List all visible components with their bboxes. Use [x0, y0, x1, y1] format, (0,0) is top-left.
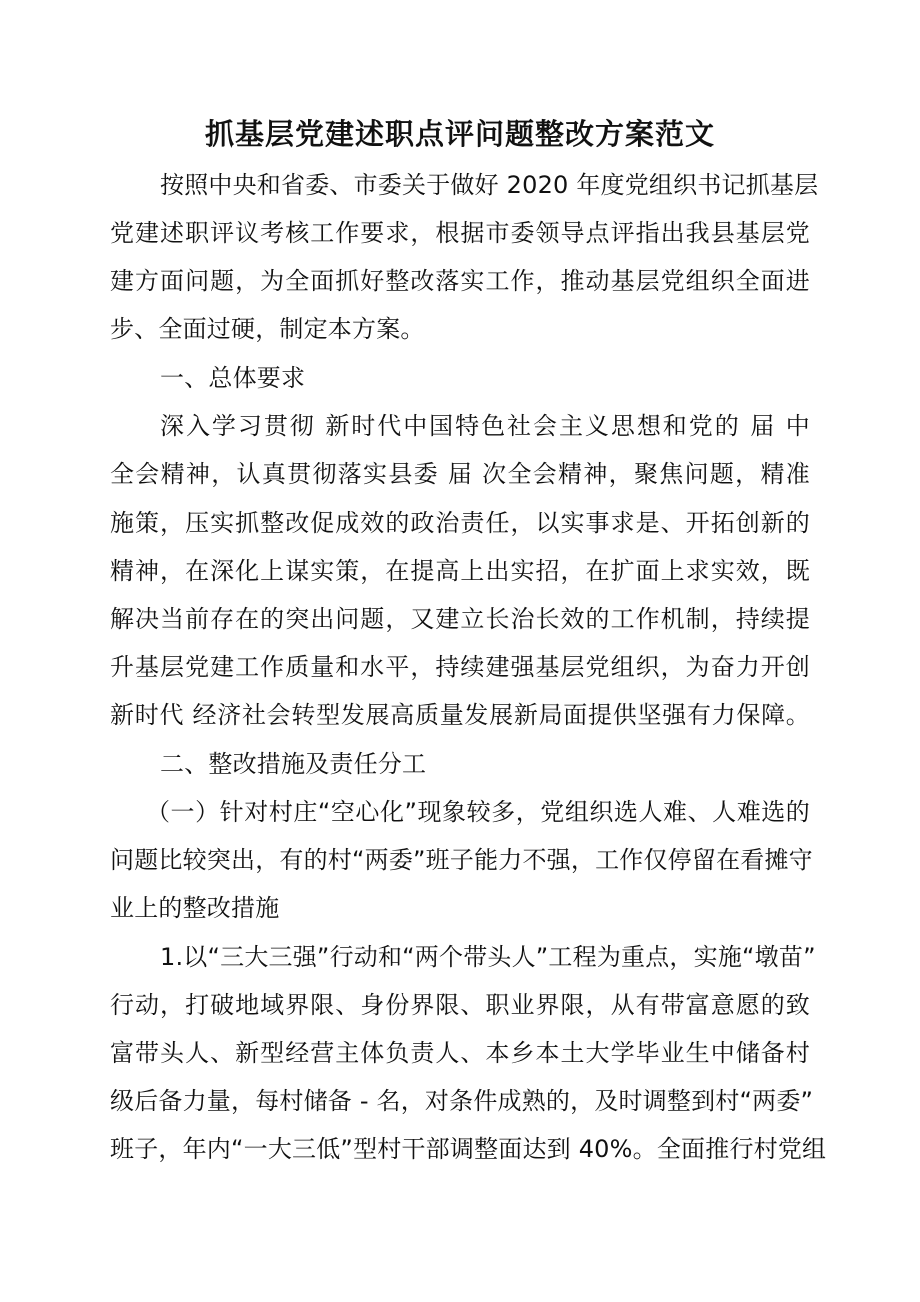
paragraph-line: 党建述职评议考核工作要求，根据市委领导点评指出我县基层党 — [110, 219, 810, 247]
paragraph-line: 解决当前存在的突出问题，又建立长治长效的工作机制，持续提 — [110, 605, 810, 633]
paragraph-line: 步、全面过硬，制定本方案。 — [110, 315, 425, 343]
paragraph-line: 富带头人、新型经营主体负责人、本乡本土大学毕业生中储备村 — [110, 1039, 810, 1067]
paragraph-line: 精神，在深化上谋实策，在提高上出实招，在扩面上求实效，既 — [110, 557, 810, 585]
section-heading: 一、总体要求 — [160, 364, 306, 392]
paragraph-line: 升基层党建工作质量和水平，持续建强基层党组织，为奋力开创 — [110, 653, 810, 681]
paragraph-line: 深入学习贯彻 新时代中国特色社会主义思想和党的 届 中 — [160, 412, 810, 440]
paragraph-line: 新时代 经济社会转型发展高质量发展新局面提供坚强有力保障。 — [110, 701, 810, 729]
paragraph-line: 按照中央和省委、市委关于做好 2020 年度党组织书记抓基层 — [160, 171, 819, 199]
subsection-line: 问题比较突出，有的村“两委”班子能力不强，工作仅停留在看摊守 — [110, 846, 813, 874]
paragraph-line: 全会精神，认真贯彻落实县委 届 次全会精神，聚焦问题，精准 — [110, 460, 810, 488]
document-title: 抓基层党建述职点评问题整改方案范文 — [204, 117, 715, 151]
paragraph-line: 建方面问题，为全面抓好整改落实工作，推动基层党组织全面进 — [110, 267, 810, 295]
section-heading: 二、整改措施及责任分工 — [160, 750, 427, 778]
subsection-line: （一）针对村庄“空心化”现象较多，党组织选人难、人难选的 — [146, 798, 810, 826]
subsection-line: 业上的整改措施 — [110, 894, 280, 922]
paragraph-line: 级后备力量，每村储备 - 名，对条件成熟的，及时调整到村“两委” — [110, 1087, 814, 1115]
paragraph-line: 1.以“三大三强”行动和“两个带头人”工程为重点，实施“墩苗” — [160, 943, 816, 971]
paragraph-line: 行动，打破地域界限、身份界限、职业界限，从有带富意愿的致 — [110, 991, 810, 1019]
paragraph-line: 施策，压实抓整改促成效的政治责任，以实事求是、开拓创新的 — [110, 509, 810, 537]
paragraph-line: 班子，年内“一大三低”型村干部调整面达到 40%。全面推行村党组 — [110, 1135, 827, 1163]
